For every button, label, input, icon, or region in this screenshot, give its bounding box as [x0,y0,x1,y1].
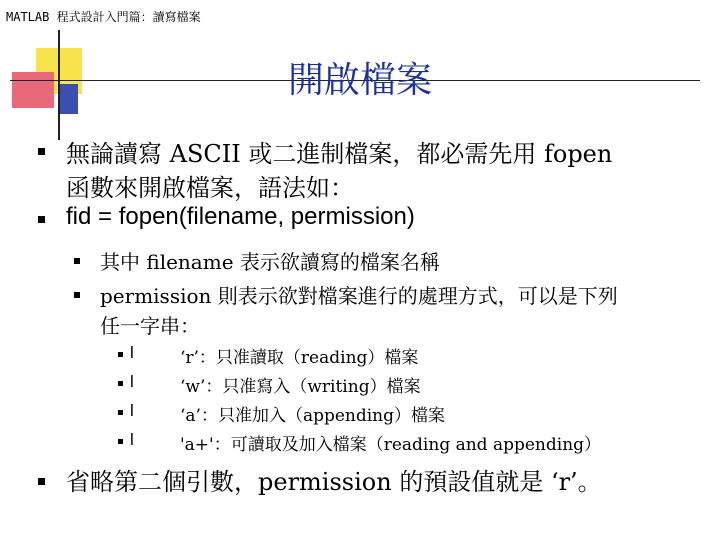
sub-sub-bullet-marker [118,439,123,444]
sub-sub-bullet-marker [118,410,123,415]
sub-bullet-marker [74,258,80,264]
bullet-text: 省略第二個引數，permission 的預設值就是 ‘r’。 [66,468,602,496]
permission-option-w: ‘w’：只准寫入（writing）檔案 [180,377,421,397]
permission-option-a-plus: 'a+'：可讀取及加入檔案（reading and appending） [180,435,602,455]
bullet-marker [38,216,45,223]
sub-sub-bullet-letter: l [130,372,134,391]
bullet-marker [38,148,45,155]
bullet-marker [38,478,45,485]
sub-sub-bullet-marker [118,352,123,357]
sub-bullet-marker [74,292,80,298]
permission-option-r: ‘r’：只准讀取（reading）檔案 [180,348,419,368]
bullet-text-syntax: fid = fopen(filename, permission) [66,203,415,230]
sub-bullet-text-continued: 任一字串： [100,314,200,338]
sub-bullet-text: 其中 filename 表示欲讀寫的檔案名稱 [100,250,440,274]
bullet-text-continued: 函數來開啟檔案，語法如： [66,174,354,202]
slide-title: 開啟檔案 [287,60,432,101]
sub-sub-bullet-letter: l [130,343,134,362]
sub-sub-bullet-marker [118,381,123,386]
slide-header: MATLAB 程式設計入門篇：讀寫檔案 [6,10,201,24]
permission-option-a: ‘a’：只准加入（appending）檔案 [180,406,446,426]
sub-bullet-text: permission 則表示欲對檔案進行的處理方式，可以是下列 [100,284,618,308]
sub-sub-bullet-letter: l [130,401,134,420]
bullet-text: 無論讀寫 ASCII 或二進制檔案，都必需先用 fopen [66,140,613,168]
sub-sub-bullet-letter: l [130,430,134,449]
